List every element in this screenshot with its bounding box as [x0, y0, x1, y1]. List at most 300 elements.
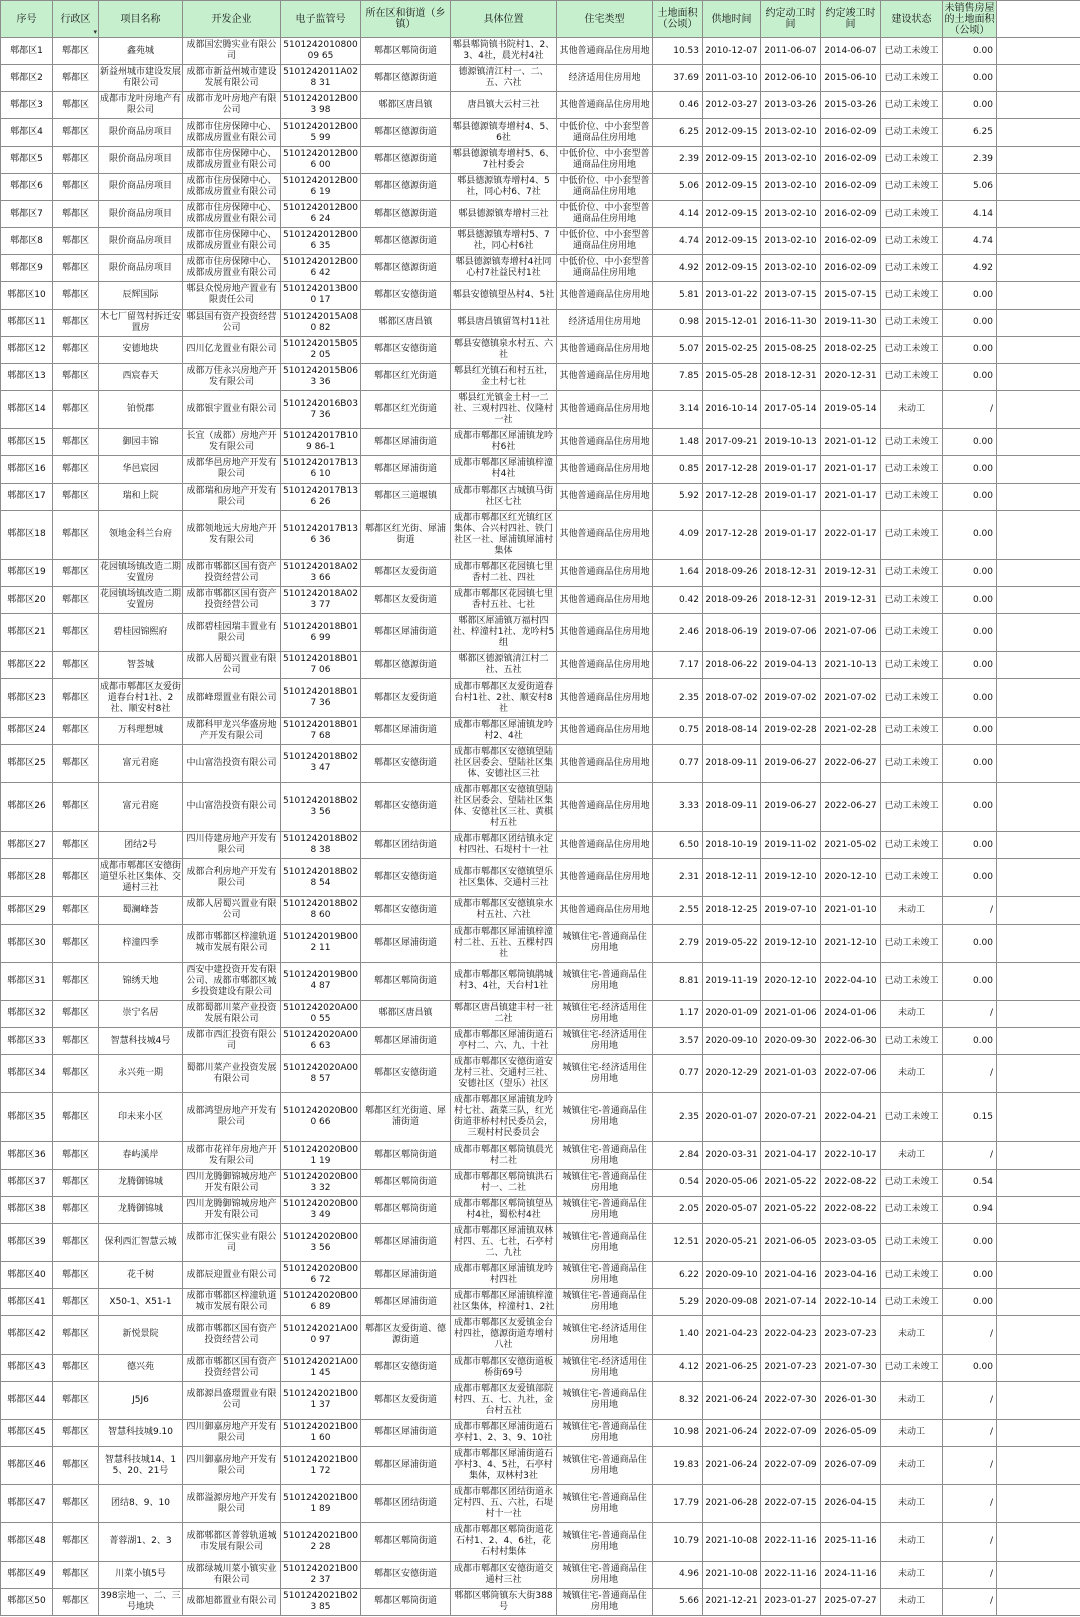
cell-empty[interactable]: [997, 1561, 1080, 1588]
cell-specific-location[interactable]: 成都市郫都区郫筒街道花石村1、2、4、6社，花石村村集体: [451, 1523, 557, 1561]
cell-empty[interactable]: [997, 962, 1080, 1000]
cell-specific-location[interactable]: 成都市郫都区郫筒镇望丛村4社，蜀松村4社: [451, 1196, 557, 1223]
cell-build-status[interactable]: 已动工未竣工: [881, 456, 943, 483]
cell-project-name[interactable]: 龙腾御锦城: [99, 1196, 183, 1223]
cell-district[interactable]: 郫都区: [53, 859, 99, 897]
cell-supervision-number[interactable]: 5101242020B006 89: [281, 1289, 361, 1316]
cell-index[interactable]: 郫都区3: [1, 92, 53, 119]
cell-unsold-area[interactable]: 0.00: [943, 38, 997, 65]
cell-location-street[interactable]: 郫都区郫筒街道: [361, 1588, 451, 1615]
cell-completion-date[interactable]: 2021-01-17: [821, 456, 881, 483]
cell-developer[interactable]: 成都合利房地产开发有限公司: [183, 859, 281, 897]
cell-empty[interactable]: [997, 1169, 1080, 1196]
cell-supply-date[interactable]: 2012-09-15: [703, 146, 761, 173]
cell-unsold-area[interactable]: /: [943, 897, 997, 924]
cell-build-status[interactable]: 已动工未竣工: [881, 65, 943, 92]
cell-location-street[interactable]: 郫都区犀浦街道: [361, 924, 451, 962]
cell-supply-date[interactable]: 2021-04-23: [703, 1316, 761, 1354]
cell-supervision-number[interactable]: 5101242013B000 17: [281, 282, 361, 309]
cell-index[interactable]: 郫都区5: [1, 146, 53, 173]
cell-index[interactable]: 郫都区21: [1, 614, 53, 652]
cell-project-name[interactable]: 锦绣天地: [99, 962, 183, 1000]
cell-empty[interactable]: [997, 652, 1080, 679]
cell-supervision-number[interactable]: 5101242015B052 05: [281, 336, 361, 363]
cell-build-status[interactable]: 已动工未竣工: [881, 173, 943, 200]
cell-build-status[interactable]: 已动工未竣工: [881, 336, 943, 363]
cell-supervision-number[interactable]: 5101242018B017 68: [281, 717, 361, 744]
cell-land-area[interactable]: 4.14: [653, 200, 703, 227]
cell-index[interactable]: 郫都区39: [1, 1223, 53, 1261]
cell-unsold-area[interactable]: 0.00: [943, 614, 997, 652]
cell-empty[interactable]: [997, 832, 1080, 859]
cell-developer[interactable]: 成都市住房保障中心、成都成房置业有限公司: [183, 119, 281, 146]
cell-supply-date[interactable]: 2020-05-06: [703, 1169, 761, 1196]
cell-index[interactable]: 郫都区1: [1, 38, 53, 65]
cell-supply-date[interactable]: 2018-12-11: [703, 859, 761, 897]
cell-empty[interactable]: [997, 679, 1080, 717]
cell-project-name[interactable]: 崇宁名居: [99, 1000, 183, 1027]
cell-start-date[interactable]: 2018-12-31: [761, 586, 821, 613]
cell-build-status[interactable]: 未动工: [881, 1316, 943, 1354]
cell-completion-date[interactable]: 2024-11-16: [821, 1561, 881, 1588]
cell-land-area[interactable]: 0.54: [653, 1169, 703, 1196]
cell-start-date[interactable]: 2019-12-10: [761, 924, 821, 962]
header-specific-location[interactable]: [451, 1, 557, 38]
cell-specific-location[interactable]: 成都市郫都区郫筒镇晨光村二社: [451, 1142, 557, 1169]
cell-supply-date[interactable]: 2021-10-08: [703, 1561, 761, 1588]
cell-completion-date[interactable]: 2019-11-30: [821, 309, 881, 336]
cell-supply-date[interactable]: 2020-09-10: [703, 1028, 761, 1055]
cell-index[interactable]: 郫都区46: [1, 1447, 53, 1485]
cell-completion-date[interactable]: 2022-10-17: [821, 1142, 881, 1169]
cell-developer[interactable]: 中山富浩投资有限公司: [183, 782, 281, 831]
cell-supervision-number[interactable]: 5101242020B003 49: [281, 1196, 361, 1223]
cell-empty[interactable]: [997, 255, 1080, 282]
cell-start-date[interactable]: 2016-11-30: [761, 309, 821, 336]
cell-project-name[interactable]: 富元君庭: [99, 744, 183, 782]
cell-index[interactable]: 郫都区47: [1, 1485, 53, 1523]
cell-build-status[interactable]: 已动工未竣工: [881, 744, 943, 782]
cell-unsold-area[interactable]: /: [943, 1523, 997, 1561]
cell-completion-date[interactable]: 2014-06-07: [821, 38, 881, 65]
cell-district[interactable]: 郫都区: [53, 1196, 99, 1223]
cell-land-area[interactable]: 5.66: [653, 1588, 703, 1615]
header-supervision-number[interactable]: [281, 1, 361, 38]
cell-completion-date[interactable]: 2016-02-09: [821, 200, 881, 227]
cell-specific-location[interactable]: 郫县安德镇望丛村4、5社: [451, 282, 557, 309]
cell-district[interactable]: 郫都区: [53, 897, 99, 924]
cell-district[interactable]: 郫都区: [53, 832, 99, 859]
cell-housing-type[interactable]: 中低价位、中小套型普通商品住房用地: [557, 200, 653, 227]
cell-project-name[interactable]: 智慧科技城4号: [99, 1028, 183, 1055]
cell-location-street[interactable]: 郫都区友爱街道: [361, 559, 451, 586]
cell-location-street[interactable]: 郫都区红光街道、犀浦街道: [361, 1093, 451, 1142]
cell-specific-location[interactable]: 郫都区唐昌镇建丰村一社二社: [451, 1000, 557, 1027]
cell-build-status[interactable]: 已动工未竣工: [881, 1262, 943, 1289]
cell-completion-date[interactable]: 2016-02-09: [821, 119, 881, 146]
cell-build-status[interactable]: 未动工: [881, 1485, 943, 1523]
cell-empty[interactable]: [997, 1000, 1080, 1027]
cell-developer[interactable]: 成都市郫都区梓潼轨道城市发展有限公司: [183, 924, 281, 962]
cell-land-area[interactable]: 2.39: [653, 146, 703, 173]
cell-index[interactable]: 郫都区28: [1, 859, 53, 897]
cell-supply-date[interactable]: 2018-09-11: [703, 782, 761, 831]
cell-index[interactable]: 郫都区41: [1, 1289, 53, 1316]
cell-project-name[interactable]: 限价商品房项目: [99, 173, 183, 200]
cell-location-street[interactable]: 郫都区红光街道: [361, 363, 451, 390]
cell-project-name[interactable]: 御园丰锦: [99, 429, 183, 456]
cell-land-area[interactable]: 6.50: [653, 832, 703, 859]
cell-housing-type[interactable]: 其他普通商品住房用地: [557, 782, 653, 831]
cell-empty[interactable]: [997, 363, 1080, 390]
cell-empty[interactable]: [997, 456, 1080, 483]
cell-index[interactable]: 郫都区37: [1, 1169, 53, 1196]
cell-start-date[interactable]: 2019-01-17: [761, 456, 821, 483]
cell-build-status[interactable]: 未动工: [881, 1419, 943, 1446]
cell-start-date[interactable]: 2019-12-10: [761, 859, 821, 897]
cell-specific-location[interactable]: 成都市郫都区犀浦镇龙吟村四社: [451, 1262, 557, 1289]
cell-supervision-number[interactable]: 5101242016B037 36: [281, 391, 361, 429]
cell-start-date[interactable]: 2013-03-26: [761, 92, 821, 119]
cell-unsold-area[interactable]: /: [943, 1000, 997, 1027]
cell-unsold-area[interactable]: 0.00: [943, 679, 997, 717]
cell-index[interactable]: 郫都区40: [1, 1262, 53, 1289]
cell-land-area[interactable]: 8.32: [653, 1381, 703, 1419]
header-start-date[interactable]: [761, 1, 821, 38]
cell-district[interactable]: 郫都区: [53, 146, 99, 173]
cell-empty[interactable]: [997, 1354, 1080, 1381]
cell-index[interactable]: 郫都区12: [1, 336, 53, 363]
cell-completion-date[interactable]: 2019-12-31: [821, 586, 881, 613]
cell-empty[interactable]: [997, 1289, 1080, 1316]
cell-empty[interactable]: [997, 1419, 1080, 1446]
cell-district[interactable]: 郫都区: [53, 1447, 99, 1485]
cell-build-status[interactable]: 已动工未竣工: [881, 586, 943, 613]
cell-location-street[interactable]: 郫都区红光街道: [361, 391, 451, 429]
cell-start-date[interactable]: 2022-07-30: [761, 1381, 821, 1419]
cell-project-name[interactable]: 398宗地一、二、三号地块: [99, 1588, 183, 1615]
cell-project-name[interactable]: 新悦景院: [99, 1316, 183, 1354]
cell-housing-type[interactable]: 其他普通商品住房用地: [557, 336, 653, 363]
cell-specific-location[interactable]: 成都市郫都区红光镇红区集体、合兴村四社、铁门社区一社、犀浦镇犀浦村集体: [451, 510, 557, 559]
cell-unsold-area[interactable]: 0.00: [943, 429, 997, 456]
cell-developer[interactable]: 成都鸿望房地产开发有限公司: [183, 1093, 281, 1142]
cell-land-area[interactable]: 4.09: [653, 510, 703, 559]
cell-district[interactable]: 郫都区: [53, 1223, 99, 1261]
cell-completion-date[interactable]: 2016-02-09: [821, 146, 881, 173]
cell-land-area[interactable]: 2.46: [653, 614, 703, 652]
cell-start-date[interactable]: 2013-02-10: [761, 119, 821, 146]
cell-specific-location[interactable]: 成都市郫都区安德镇泉水村五社、六社: [451, 897, 557, 924]
cell-location-street[interactable]: 郫都区犀浦街道: [361, 614, 451, 652]
cell-project-name[interactable]: 团结2号: [99, 832, 183, 859]
cell-specific-location[interactable]: 成都市郫都区犀浦街道石亭村二、六、九、十社: [451, 1028, 557, 1055]
cell-index[interactable]: 郫都区16: [1, 456, 53, 483]
cell-start-date[interactable]: 2019-01-17: [761, 483, 821, 510]
cell-location-street[interactable]: 郫都区德源街道: [361, 228, 451, 255]
cell-housing-type[interactable]: 城镇住宅-经济适用住房用地: [557, 1316, 653, 1354]
cell-project-name[interactable]: 限价商品房项目: [99, 200, 183, 227]
cell-specific-location[interactable]: 成都市郫都区安德镇望乐社区集体、交通村三社: [451, 859, 557, 897]
cell-land-area[interactable]: 12.51: [653, 1223, 703, 1261]
cell-location-street[interactable]: 郫都区德源街道: [361, 200, 451, 227]
cell-unsold-area[interactable]: 0.00: [943, 1354, 997, 1381]
cell-start-date[interactable]: 2011-06-07: [761, 38, 821, 65]
cell-supervision-number[interactable]: 5101242018B028 60: [281, 897, 361, 924]
cell-land-area[interactable]: 2.05: [653, 1196, 703, 1223]
cell-land-area[interactable]: 5.81: [653, 282, 703, 309]
cell-land-area[interactable]: 0.85: [653, 456, 703, 483]
cell-empty[interactable]: [997, 200, 1080, 227]
cell-unsold-area[interactable]: 4.74: [943, 228, 997, 255]
cell-completion-date[interactable]: 2018-02-25: [821, 336, 881, 363]
cell-start-date[interactable]: 2015-08-25: [761, 336, 821, 363]
cell-completion-date[interactable]: 2015-03-26: [821, 92, 881, 119]
cell-unsold-area[interactable]: /: [943, 1316, 997, 1354]
cell-project-name[interactable]: 菁蓉湖1、2、3: [99, 1523, 183, 1561]
cell-location-street[interactable]: 郫都区红光街、犀浦街道: [361, 510, 451, 559]
cell-unsold-area[interactable]: /: [943, 1142, 997, 1169]
cell-housing-type[interactable]: 城镇住宅-普通商品住房用地: [557, 1561, 653, 1588]
cell-start-date[interactable]: 2022-11-16: [761, 1523, 821, 1561]
cell-unsold-area[interactable]: 0.54: [943, 1169, 997, 1196]
cell-housing-type[interactable]: 其他普通商品住房用地: [557, 92, 653, 119]
filter-icon[interactable]: ▾: [93, 28, 97, 36]
cell-land-area[interactable]: 3.33: [653, 782, 703, 831]
cell-supervision-number[interactable]: 5101242012B006 00: [281, 146, 361, 173]
cell-project-name[interactable]: 万科理想城: [99, 717, 183, 744]
cell-build-status[interactable]: 已动工未竣工: [881, 679, 943, 717]
cell-district[interactable]: 郫都区: [53, 510, 99, 559]
cell-completion-date[interactable]: 2021-02-28: [821, 717, 881, 744]
cell-supervision-number[interactable]: 5101242012B006 35: [281, 228, 361, 255]
cell-land-area[interactable]: 2.35: [653, 679, 703, 717]
cell-unsold-area[interactable]: /: [943, 1447, 997, 1485]
header-developer[interactable]: [183, 1, 281, 38]
cell-project-name[interactable]: J5J6: [99, 1381, 183, 1419]
cell-developer[interactable]: 成都科甲龙兴华盛房地产开发有限公司: [183, 717, 281, 744]
cell-empty[interactable]: [997, 429, 1080, 456]
cell-build-status[interactable]: 未动工: [881, 1381, 943, 1419]
cell-completion-date[interactable]: 2016-02-09: [821, 173, 881, 200]
cell-location-street[interactable]: 郫都区郫筒街道: [361, 1523, 451, 1561]
cell-land-area[interactable]: 4.74: [653, 228, 703, 255]
cell-start-date[interactable]: 2021-01-03: [761, 1055, 821, 1093]
cell-completion-date[interactable]: 2021-05-02: [821, 832, 881, 859]
cell-developer[interactable]: 四川御嘉房地产开发有限公司: [183, 1447, 281, 1485]
cell-developer[interactable]: 成都市郫都区国有资产投资经营公司: [183, 1316, 281, 1354]
cell-build-status[interactable]: 已动工未竣工: [881, 228, 943, 255]
cell-start-date[interactable]: 2013-02-10: [761, 146, 821, 173]
cell-district[interactable]: 郫都区: [53, 173, 99, 200]
cell-project-name[interactable]: 成都市龙叶房地产有限公司: [99, 92, 183, 119]
cell-completion-date[interactable]: 2022-04-10: [821, 962, 881, 1000]
cell-housing-type[interactable]: 其他普通商品住房用地: [557, 429, 653, 456]
cell-unsold-area[interactable]: 0.00: [943, 1262, 997, 1289]
cell-start-date[interactable]: 2017-05-14: [761, 391, 821, 429]
cell-housing-type[interactable]: 城镇住宅-普通商品住房用地: [557, 1169, 653, 1196]
cell-completion-date[interactable]: 2016-02-09: [821, 228, 881, 255]
cell-unsold-area[interactable]: 0.00: [943, 832, 997, 859]
cell-housing-type[interactable]: 其他普通商品住房用地: [557, 586, 653, 613]
cell-housing-type[interactable]: 城镇住宅-普通商品住房用地: [557, 924, 653, 962]
cell-start-date[interactable]: 2019-01-17: [761, 510, 821, 559]
cell-empty[interactable]: [997, 1142, 1080, 1169]
cell-location-street[interactable]: 郫都区犀浦街道: [361, 1447, 451, 1485]
cell-project-name[interactable]: 限价商品房项目: [99, 146, 183, 173]
cell-specific-location[interactable]: 郫县红光镇石和村五社，金土村七社: [451, 363, 557, 390]
cell-index[interactable]: 郫都区9: [1, 255, 53, 282]
cell-index[interactable]: 郫都区22: [1, 652, 53, 679]
cell-developer[interactable]: 成都市郫都区国有资产投资经营公司: [183, 559, 281, 586]
cell-start-date[interactable]: 2021-05-22: [761, 1169, 821, 1196]
cell-location-street[interactable]: 郫都区安德街道: [361, 782, 451, 831]
cell-supply-date[interactable]: 2012-09-15: [703, 200, 761, 227]
cell-developer[interactable]: 成都溢源房地产开发有限公司: [183, 1485, 281, 1523]
cell-project-name[interactable]: 智慧科技城14、15、20、21号: [99, 1447, 183, 1485]
cell-build-status[interactable]: 已动工未竣工: [881, 962, 943, 1000]
cell-location-street[interactable]: 郫都区唐昌镇: [361, 92, 451, 119]
cell-specific-location[interactable]: 郫都区德源镇清江村二社、五社: [451, 652, 557, 679]
cell-empty[interactable]: [997, 1316, 1080, 1354]
cell-specific-location[interactable]: 成都市郫都区犀浦镇双林村四、五、七社，石亭村二、九社: [451, 1223, 557, 1261]
cell-location-street[interactable]: 郫都区犀浦街道: [361, 1419, 451, 1446]
cell-supply-date[interactable]: 2017-12-28: [703, 510, 761, 559]
cell-location-street[interactable]: 郫都区安德街道: [361, 897, 451, 924]
cell-completion-date[interactable]: 2016-02-09: [821, 255, 881, 282]
cell-land-area[interactable]: 2.79: [653, 924, 703, 962]
cell-location-street[interactable]: 郫都区友爱街道: [361, 1381, 451, 1419]
cell-housing-type[interactable]: 城镇住宅-普通商品住房用地: [557, 1523, 653, 1561]
cell-developer[interactable]: 成都旭都置业有限公司: [183, 1588, 281, 1615]
cell-project-name[interactable]: 领地金科兰台府: [99, 510, 183, 559]
cell-housing-type[interactable]: 城镇住宅-普通商品住房用地: [557, 1196, 653, 1223]
cell-unsold-area[interactable]: /: [943, 1485, 997, 1523]
cell-empty[interactable]: [997, 897, 1080, 924]
cell-housing-type[interactable]: 其他普通商品住房用地: [557, 897, 653, 924]
cell-empty[interactable]: [997, 586, 1080, 613]
header-project-name[interactable]: [99, 1, 183, 38]
cell-land-area[interactable]: 5.07: [653, 336, 703, 363]
cell-index[interactable]: 郫都区2: [1, 65, 53, 92]
cell-location-street[interactable]: 郫都区友爱街道: [361, 586, 451, 613]
cell-completion-date[interactable]: 2015-06-10: [821, 65, 881, 92]
cell-location-street[interactable]: 郫都区团结街道: [361, 1485, 451, 1523]
cell-start-date[interactable]: 2012-06-10: [761, 65, 821, 92]
cell-location-street[interactable]: 郫都区唐昌镇: [361, 309, 451, 336]
cell-index[interactable]: 郫都区30: [1, 924, 53, 962]
cell-build-status[interactable]: 未动工: [881, 1523, 943, 1561]
cell-empty[interactable]: [997, 1523, 1080, 1561]
header-unsold-area[interactable]: [943, 1, 997, 38]
cell-housing-type[interactable]: 中低价位、中小套型普通商品住房用地: [557, 228, 653, 255]
cell-completion-date[interactable]: 2023-04-16: [821, 1262, 881, 1289]
cell-completion-date[interactable]: 2021-07-02: [821, 679, 881, 717]
cell-land-area[interactable]: 2.84: [653, 1142, 703, 1169]
cell-developer[interactable]: 成都碧桂园瑞丰置业有限公司: [183, 614, 281, 652]
cell-specific-location[interactable]: 成都市郫都区犀浦镇龙吟村6社: [451, 429, 557, 456]
cell-empty[interactable]: [997, 65, 1080, 92]
cell-project-name[interactable]: 智慧科技城9.10: [99, 1419, 183, 1446]
cell-supply-date[interactable]: 2017-12-28: [703, 483, 761, 510]
cell-start-date[interactable]: 2019-04-13: [761, 652, 821, 679]
cell-index[interactable]: 郫都区7: [1, 200, 53, 227]
cell-start-date[interactable]: 2022-07-09: [761, 1419, 821, 1446]
cell-supervision-number[interactable]: 5101242020B001 19: [281, 1142, 361, 1169]
cell-land-area[interactable]: 2.35: [653, 1093, 703, 1142]
cell-land-area[interactable]: 7.85: [653, 363, 703, 390]
cell-housing-type[interactable]: 城镇住宅-普通商品住房用地: [557, 1093, 653, 1142]
cell-empty[interactable]: [997, 782, 1080, 831]
cell-location-street[interactable]: 郫都区德源街道: [361, 119, 451, 146]
cell-supervision-number[interactable]: 5101242021B001 37: [281, 1381, 361, 1419]
cell-build-status[interactable]: 已动工未竣工: [881, 119, 943, 146]
cell-index[interactable]: 郫都区35: [1, 1093, 53, 1142]
cell-index[interactable]: 郫都区10: [1, 282, 53, 309]
cell-build-status[interactable]: 未动工: [881, 1561, 943, 1588]
cell-district[interactable]: 郫都区: [53, 92, 99, 119]
cell-land-area[interactable]: 5.06: [653, 173, 703, 200]
cell-build-status[interactable]: 已动工未竣工: [881, 924, 943, 962]
cell-project-name[interactable]: X50-1、X51-1: [99, 1289, 183, 1316]
cell-supply-date[interactable]: 2018-10-19: [703, 832, 761, 859]
cell-supply-date[interactable]: 2017-12-28: [703, 456, 761, 483]
cell-project-name[interactable]: 安德地块: [99, 336, 183, 363]
cell-developer[interactable]: 成都蜀都川菜产业投资发展有限公司: [183, 1000, 281, 1027]
cell-empty[interactable]: [997, 92, 1080, 119]
cell-housing-type[interactable]: 城镇住宅-普通商品住房用地: [557, 1262, 653, 1289]
cell-land-area[interactable]: 0.75: [653, 717, 703, 744]
cell-housing-type[interactable]: 其他普通商品住房用地: [557, 614, 653, 652]
cell-start-date[interactable]: 2018-12-31: [761, 559, 821, 586]
cell-unsold-area[interactable]: /: [943, 1381, 997, 1419]
cell-specific-location[interactable]: 成都市郫都区友爱镇金台村四社，德源街道寿增村八社: [451, 1316, 557, 1354]
cell-developer[interactable]: 成都市住房保障中心、成都成房置业有限公司: [183, 200, 281, 227]
cell-land-area[interactable]: 2.31: [653, 859, 703, 897]
cell-housing-type[interactable]: 城镇住宅-普通商品住房用地: [557, 1419, 653, 1446]
cell-unsold-area[interactable]: 0.00: [943, 782, 997, 831]
cell-supply-date[interactable]: 2021-06-25: [703, 1354, 761, 1381]
cell-specific-location[interactable]: 成都市郫都区团结镇永定村四社、石堤村十一社: [451, 832, 557, 859]
cell-housing-type[interactable]: 其他普通商品住房用地: [557, 559, 653, 586]
cell-specific-location[interactable]: 成都市郫都区安德街道安龙村三社、交通村三社、安德社区（望乐）社区: [451, 1055, 557, 1093]
cell-supply-date[interactable]: 2019-11-19: [703, 962, 761, 1000]
cell-index[interactable]: 郫都区11: [1, 309, 53, 336]
cell-build-status[interactable]: 已动工未竣工: [881, 282, 943, 309]
cell-supply-date[interactable]: 2017-09-21: [703, 429, 761, 456]
cell-land-area[interactable]: 1.17: [653, 1000, 703, 1027]
cell-developer[interactable]: 成都人居蜀兴置业有限公司: [183, 897, 281, 924]
cell-empty[interactable]: [997, 510, 1080, 559]
cell-completion-date[interactable]: 2026-05-09: [821, 1419, 881, 1446]
cell-developer[interactable]: 郫县国有资产投资经营公司: [183, 309, 281, 336]
cell-supervision-number[interactable]: 5101242018B017 36: [281, 679, 361, 717]
cell-land-area[interactable]: 5.92: [653, 483, 703, 510]
cell-specific-location[interactable]: 德源镇清江村一、二、五、六社: [451, 65, 557, 92]
cell-supervision-number[interactable]: 5101242018B023 56: [281, 782, 361, 831]
cell-build-status[interactable]: 未动工: [881, 1142, 943, 1169]
cell-location-street[interactable]: 郫都区安德街道: [361, 336, 451, 363]
cell-district[interactable]: 郫都区: [53, 1055, 99, 1093]
cell-completion-date[interactable]: 2022-06-27: [821, 744, 881, 782]
cell-location-street[interactable]: 郫都区犀浦街道: [361, 456, 451, 483]
cell-supply-date[interactable]: 2018-09-11: [703, 744, 761, 782]
cell-empty[interactable]: [997, 119, 1080, 146]
cell-empty[interactable]: [997, 1028, 1080, 1055]
header-district[interactable]: [53, 1, 99, 38]
cell-supervision-number[interactable]: 5101242020B000 66: [281, 1093, 361, 1142]
cell-project-name[interactable]: 蜀澜峰荟: [99, 897, 183, 924]
